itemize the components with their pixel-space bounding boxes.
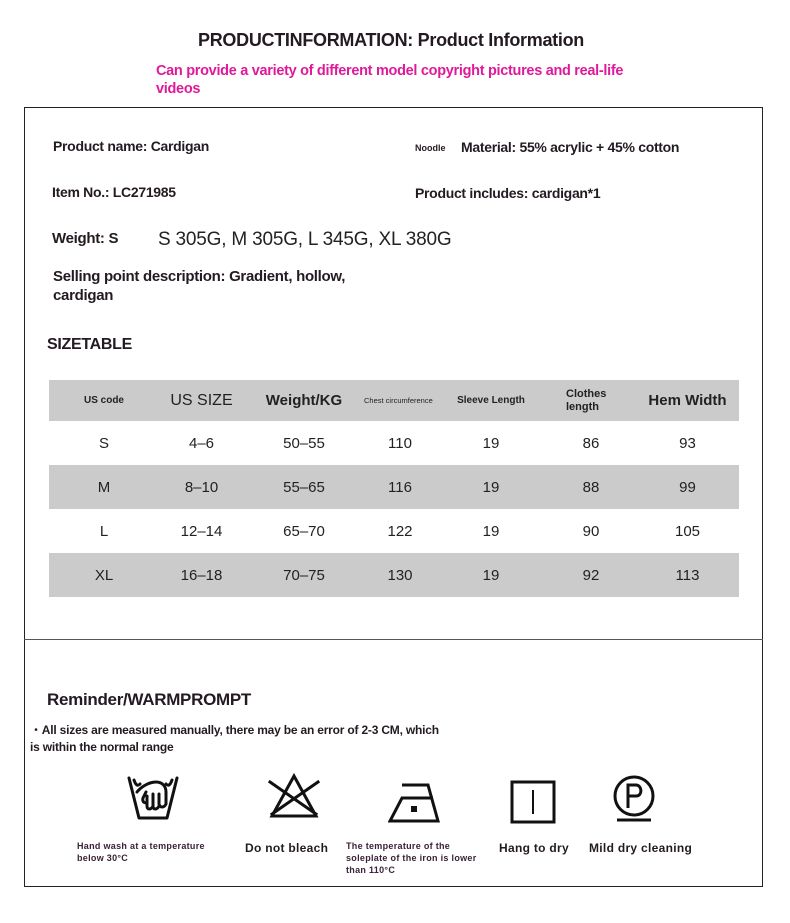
table-cell: 8–10 — [184, 478, 219, 496]
table-cell: L — [99, 522, 109, 540]
table-cell: 50–55 — [283, 434, 325, 452]
care-label-iron: The temperature of the soleplate of the iron is lower than 110°C — [346, 841, 477, 875]
table-row — [49, 509, 739, 553]
table-cell: 122 — [387, 522, 413, 540]
table-cell: M — [97, 478, 111, 496]
size-table-title: SIZETABLE — [47, 336, 133, 353]
product-name: Product name: Cardigan — [53, 138, 209, 154]
table-cell: 113 — [675, 566, 700, 584]
table-row — [49, 465, 739, 509]
product-includes: Product includes: cardigan*1 — [415, 185, 601, 201]
table-cell: 90 — [582, 522, 600, 540]
table-cell: 12–14 — [180, 522, 223, 540]
column-header: Chest circumference — [364, 395, 433, 405]
table-row — [49, 553, 739, 597]
table-cell: 116 — [388, 478, 412, 496]
table-cell: 19 — [482, 522, 500, 540]
product-material: Material: 55% acrylic + 45% cotton — [461, 139, 680, 155]
column-header: Weight/KG — [265, 392, 343, 409]
subtitle: Can provide a variety of different model copyright pictures and real-life videos — [156, 63, 624, 97]
table-cell: 19 — [482, 566, 500, 584]
iron-low-icon — [388, 782, 440, 824]
weight-values: S 305G, M 305G, L 345G, XL 380G — [158, 229, 452, 250]
dry-clean-p-icon — [611, 774, 657, 824]
table-cell: 65–70 — [283, 522, 325, 540]
care-label-hand-wash: Hand wash at a temperature below 30°C — [77, 841, 205, 863]
table-cell: 105 — [674, 522, 701, 540]
selling-point: Selling point description: Gradient, hollow, cardigan — [53, 268, 346, 304]
table-cell: 88 — [582, 478, 600, 496]
column-header: Hem Width — [648, 392, 727, 409]
noodle-label: Noodle — [415, 143, 446, 153]
hang-dry-icon — [510, 780, 556, 824]
table-cell: 4–6 — [188, 434, 215, 452]
column-header: US SIZE — [170, 391, 233, 409]
item-number: Item No.: LC271985 — [52, 184, 176, 200]
column-header: Sleeve Length — [457, 395, 525, 406]
hand-wash-icon — [126, 772, 180, 822]
do-not-bleach-icon — [266, 772, 322, 822]
section-divider — [24, 639, 763, 640]
care-label-dry-clean: Mild dry cleaning — [589, 841, 693, 855]
table-cell: S — [98, 434, 109, 452]
table-cell: 93 — [679, 434, 696, 452]
table-cell: 92 — [582, 566, 600, 584]
weight-label: Weight: S — [52, 230, 119, 247]
reminder-title: Reminder/WARMPROMPT — [47, 690, 251, 709]
size-table — [49, 380, 739, 597]
table-cell: 55–65 — [283, 478, 325, 496]
table-cell: 110 — [388, 434, 412, 452]
table-cell: 86 — [582, 434, 600, 452]
table-row — [49, 421, 739, 465]
column-header: US code — [83, 395, 124, 406]
table-cell: 16–18 — [180, 566, 223, 584]
column-header: Clothes length — [566, 387, 607, 413]
care-label-hang-dry: Hang to dry — [499, 841, 569, 855]
table-cell: 19 — [482, 478, 500, 496]
size-table-header — [49, 380, 739, 421]
table-cell: 19 — [482, 434, 500, 452]
care-label-do-not-bleach: Do not bleach — [245, 841, 329, 855]
table-cell: 99 — [679, 478, 696, 496]
page-title: PRODUCTINFORMATION: Product Information — [198, 30, 584, 50]
table-cell: 130 — [387, 566, 413, 584]
table-cell: 70–75 — [283, 566, 325, 584]
table-cell: XL — [94, 566, 114, 584]
reminder-text: ・All sizes are measured manually, there may be an error of 2-3 CM, which is within the normal range — [30, 723, 439, 754]
